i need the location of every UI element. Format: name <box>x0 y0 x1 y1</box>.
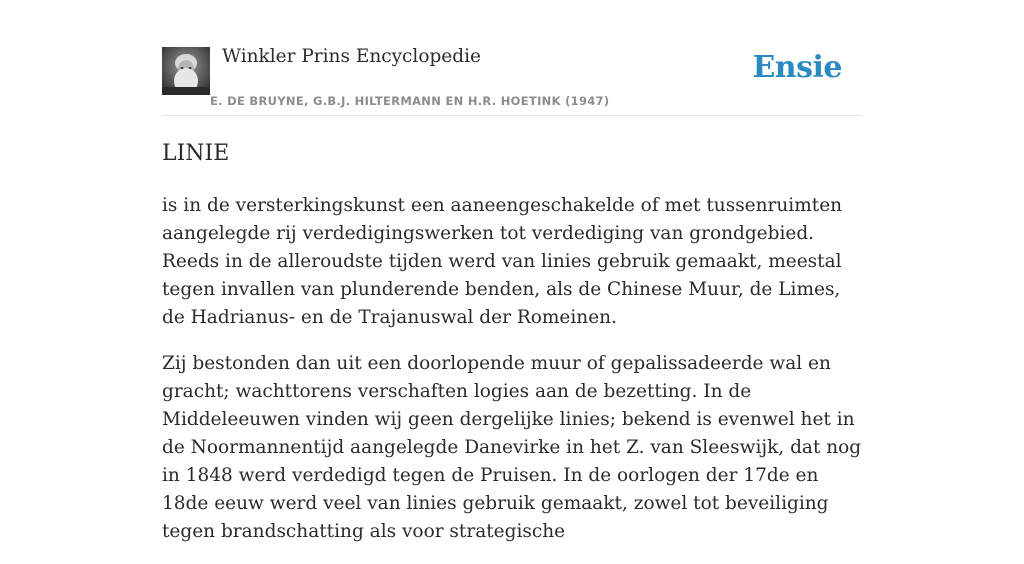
portrait-icon <box>162 47 210 95</box>
paragraph: Zij bestonden dan uit een doorlopende muur of gepalissadeerde wal en gracht; wachttorens verschaften logies aan de bezetting. In de Middeleeuwen vinden wij geen dergelijke linies; bekend is evenwel het in de Noormannentijd aangelegde Danevirke in het Z. van Sleeswijk, dat nog in 1848 werd verdedigd tegen de Pruisen. In de oorlogen der 17de en 18de eeuw werd veel van linies gebruik gemaakt, zowel tot beveiliging tegen brandschatting als voor strategische <box>162 353 862 542</box>
page <box>162 0 862 542</box>
authors-line: E. DE BRUYNE, G.B.J. HILTERMANN EN H.R. HOETINK (1947) <box>210 94 610 108</box>
article-title: LINIE <box>162 141 230 166</box>
article-body <box>162 192 862 564</box>
header <box>162 0 862 116</box>
paragraph: is in de versterkingskunst een aaneengeschakelde of met tussenruimten aangelegde rij verdedigingswerken tot verdediging van grondgebied. Reeds in de alleroudste tijden werd van linies gebruik gemaakt, meestal tegen invallen van plunderende benden, als de Chinese Muur, de Limes, de Hadrianus- en de Trajanuswal der Romeinen. <box>162 195 843 328</box>
author-portrait-avatar <box>162 47 210 95</box>
source-title[interactable]: Winkler Prins Encyclopedie <box>222 46 481 67</box>
brand-logo-link[interactable]: Ensie <box>752 50 842 85</box>
